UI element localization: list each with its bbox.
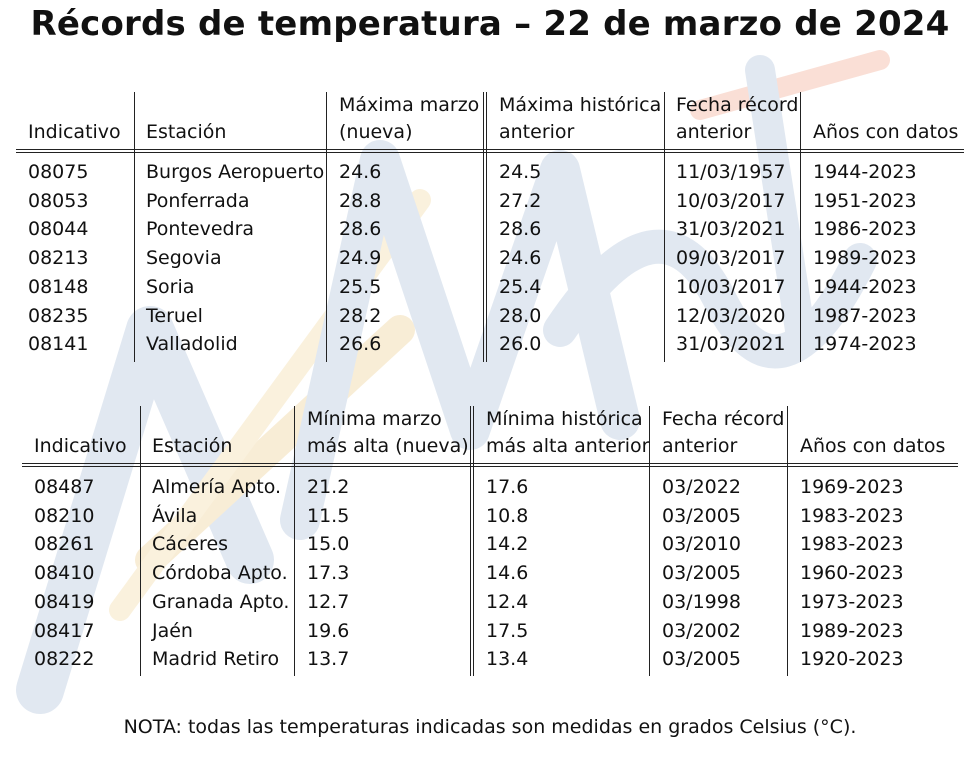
cell-estacion: Cáceres xyxy=(152,533,229,556)
cell-fecha: 12/03/2020 xyxy=(676,304,786,327)
cell-estacion: Pontevedra xyxy=(146,218,255,241)
header-indicativo: Indicativo xyxy=(34,435,127,457)
cell-indicativo: 08213 xyxy=(28,247,89,270)
cell-indicativo: 08417 xyxy=(34,619,95,642)
cell-fecha: 11/03/1957 xyxy=(676,161,786,183)
cell-fecha: 31/03/2021 xyxy=(676,333,786,356)
cell-minima-nueva: 17.3 xyxy=(307,562,350,585)
cell-estacion: Valladolid xyxy=(146,333,238,356)
cell-fecha: 31/03/2021 xyxy=(676,218,786,241)
cell-estacion: Burgos Aeropuerto xyxy=(146,161,325,183)
cell-minima-nueva: 13.7 xyxy=(307,648,350,671)
header-fecha-line2: anterior xyxy=(662,435,738,457)
col-divider xyxy=(787,406,788,676)
cell-minima-historica: 17.5 xyxy=(486,619,529,642)
cell-minima-nueva: 21.2 xyxy=(307,476,350,498)
page-title: Récords de temperatura – 22 de marzo de 2024 xyxy=(30,4,950,44)
header-estacion: Estación xyxy=(146,121,227,143)
cell-indicativo: 08141 xyxy=(28,333,89,356)
cell-anios: 1974-2023 xyxy=(813,333,917,356)
cell-minima-nueva: 19.6 xyxy=(307,619,350,642)
cell-anios: 1986-2023 xyxy=(813,218,917,241)
header-estacion: Estación xyxy=(152,435,233,457)
header-maxima-historica-line1: Máxima histórica xyxy=(499,94,662,116)
header-anios: Años con datos xyxy=(813,121,959,143)
min-records-table xyxy=(22,406,958,676)
cell-anios: 1944-2023 xyxy=(813,161,917,183)
cell-indicativo: 08235 xyxy=(28,304,89,327)
cell-maxima-nueva: 24.6 xyxy=(339,161,382,183)
cell-estacion: Teruel xyxy=(146,304,203,327)
col-divider xyxy=(326,92,327,362)
cell-estacion: Jaén xyxy=(152,619,193,642)
cell-maxima-nueva: 26.6 xyxy=(339,333,382,356)
cell-indicativo: 08222 xyxy=(34,648,95,671)
cell-maxima-historica: 25.4 xyxy=(499,275,542,298)
cell-estacion: Almería Apto. xyxy=(152,476,282,498)
cell-indicativo: 08487 xyxy=(34,476,95,498)
cell-indicativo: 08261 xyxy=(34,533,95,556)
cell-estacion: Soria xyxy=(146,275,195,298)
cell-minima-historica: 14.2 xyxy=(486,533,529,556)
header-maxima-historica-line2: anterior xyxy=(499,121,575,143)
cell-maxima-historica: 28.6 xyxy=(499,218,542,241)
cell-fecha: 03/2002 xyxy=(662,619,741,642)
cell-fecha: 03/2010 xyxy=(662,533,741,556)
cell-estacion: Ponferrada xyxy=(146,189,250,212)
cell-minima-historica: 12.4 xyxy=(486,590,529,613)
cell-anios: 1969-2023 xyxy=(800,476,904,498)
cell-estacion: Granada Apto. xyxy=(152,590,290,613)
header-minima-nueva-line1: Mínima marzo xyxy=(307,408,442,430)
cell-maxima-nueva: 28.6 xyxy=(339,218,382,241)
header-minima-nueva-line2: más alta (nueva) xyxy=(307,435,469,457)
cell-minima-historica: 10.8 xyxy=(486,504,529,527)
cell-anios: 1989-2023 xyxy=(800,619,904,642)
col-divider xyxy=(664,92,665,362)
max-records-table xyxy=(16,92,964,362)
cell-estacion: Segovia xyxy=(146,247,222,270)
cell-fecha: 10/03/2017 xyxy=(676,189,786,212)
cell-maxima-nueva: 24.9 xyxy=(339,247,382,270)
cell-maxima-historica: 24.6 xyxy=(499,247,542,270)
cell-estacion: Madrid Retiro xyxy=(152,648,280,671)
cell-fecha: 10/03/2017 xyxy=(676,275,786,298)
cell-anios: 1951-2023 xyxy=(813,189,917,212)
cell-anios: 1920-2023 xyxy=(800,648,904,671)
cell-maxima-nueva: 28.8 xyxy=(339,189,382,212)
cell-maxima-nueva: 28.2 xyxy=(339,304,382,327)
cell-minima-nueva: 12.7 xyxy=(307,590,350,613)
cell-maxima-historica: 27.2 xyxy=(499,189,542,212)
cell-fecha: 03/2022 xyxy=(662,476,741,498)
cell-anios: 1983-2023 xyxy=(800,504,904,527)
cell-anios: 1983-2023 xyxy=(800,533,904,556)
cell-indicativo: 08075 xyxy=(28,161,89,183)
cell-fecha: 03/2005 xyxy=(662,562,741,585)
cell-maxima-historica: 24.5 xyxy=(499,161,542,183)
cell-anios: 1944-2023 xyxy=(813,275,917,298)
header-anios: Años con datos xyxy=(800,435,946,457)
cell-maxima-nueva: 25.5 xyxy=(339,275,382,298)
col-divider-double xyxy=(483,92,487,362)
header-fecha-line1: Fecha récord xyxy=(676,94,799,116)
col-divider xyxy=(140,406,141,676)
cell-fecha: 09/03/2017 xyxy=(676,247,786,270)
cell-fecha: 03/2005 xyxy=(662,648,741,671)
cell-minima-historica: 17.6 xyxy=(486,476,529,498)
cell-indicativo: 08410 xyxy=(34,562,95,585)
cell-estacion: Córdoba Apto. xyxy=(152,562,288,585)
cell-maxima-historica: 26.0 xyxy=(499,333,542,356)
col-divider-double xyxy=(470,406,474,676)
col-divider xyxy=(134,92,135,362)
col-divider xyxy=(800,92,801,362)
cell-indicativo: 08210 xyxy=(34,504,95,527)
cell-maxima-historica: 28.0 xyxy=(499,304,542,327)
cell-anios: 1987-2023 xyxy=(813,304,917,327)
footnote: NOTA: todas las temperaturas indicadas son medidas en grados Celsius (°C). xyxy=(123,716,857,738)
col-divider xyxy=(294,406,295,676)
header-fecha-line1: Fecha récord xyxy=(662,408,785,430)
cell-minima-historica: 14.6 xyxy=(486,562,529,585)
cell-anios: 1973-2023 xyxy=(800,590,904,613)
cell-minima-nueva: 11.5 xyxy=(307,504,350,527)
cell-anios: 1989-2023 xyxy=(813,247,917,270)
cell-indicativo: 08044 xyxy=(28,218,89,241)
header-maxima-nueva-line2: (nueva) xyxy=(339,121,413,143)
cell-indicativo: 08148 xyxy=(28,275,89,298)
header-fecha-line2: anterior xyxy=(676,121,752,143)
header-minima-historica-line2: más alta anterior xyxy=(486,435,650,457)
header-minima-historica-line1: Mínima histórica xyxy=(486,408,643,430)
cell-indicativo: 08419 xyxy=(34,590,95,613)
header-maxima-nueva-line1: Máxima marzo xyxy=(339,94,480,116)
cell-fecha: 03/1998 xyxy=(662,590,741,613)
cell-anios: 1960-2023 xyxy=(800,562,904,585)
cell-estacion: Ávila xyxy=(152,504,198,527)
header-rule xyxy=(22,463,958,467)
cell-fecha: 03/2005 xyxy=(662,504,741,527)
cell-indicativo: 08053 xyxy=(28,189,89,212)
cell-minima-nueva: 15.0 xyxy=(307,533,350,556)
cell-minima-historica: 13.4 xyxy=(486,648,529,671)
header-indicativo: Indicativo xyxy=(28,121,121,143)
header-rule xyxy=(16,149,964,153)
